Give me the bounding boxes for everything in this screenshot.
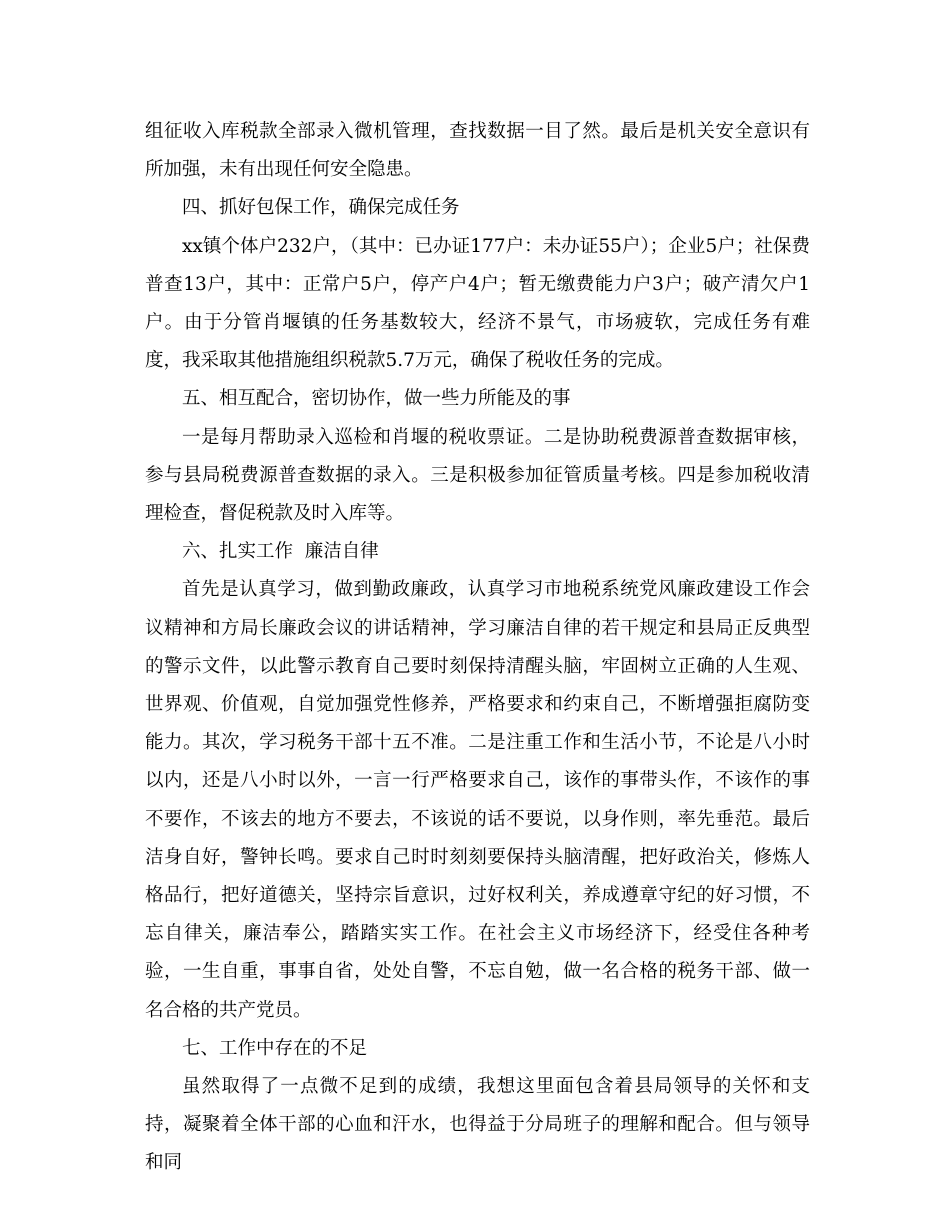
paragraph-3: 一是每月帮助录入巡检和肖堰的税收票证。二是协助税费源普查数据审核，参与县局税费源普查数据的录入。三是积极参加征管质量考核。四是参加税收清理检查，督促税款及时入库等。 xyxy=(145,426,810,525)
section-heading-4: 四、抓好包保工作，确保完成任务 xyxy=(182,197,460,219)
paragraph-1: 组征收入库税款全部录入微机管理，查找数据一目了然。最后是机关安全意识有所加强，未有出现任何安全隐患。 xyxy=(145,121,810,181)
paragraph-2: xx镇个体户232户，（其中：已办证177户：未办证55户）；企业5户；社保费普查13户，其中：正常户5户，停产户4户；暂无缴费能力户3户；破产清欠户1户。由于分管肖堰镇的任务基数较大，经济不景气，市场疲软，完成任务有难度，我采取其他措施组织税款5.7万元，确保了税收任务的完成。 xyxy=(145,235,810,372)
paragraph-5: 虽然取得了一点微不足到的成绩，我想这里面包含着县局领导的关怀和支持，凝聚着全体干部的心血和汗水，也得益于分局班子的理解和配合。但与领导和同 xyxy=(145,1076,810,1174)
section-heading-6: 六、扎实工作 廉洁自律 xyxy=(182,541,379,563)
document-body xyxy=(145,113,810,1183)
section-heading-7: 七、工作中存在的不足 xyxy=(182,1037,368,1059)
section-heading-5: 五、相互配合，密切协作，做一些力所能及的事 xyxy=(182,388,571,410)
paragraph-4: 首先是认真学习，做到勤政廉政，认真学习市地税系统党风廉政建设工作会议精神和方局长廉政会议的讲话精神，学习廉洁自律的若干规定和县局正反典型的警示文件，以此警示教育自己要时刻保持清醒头脑，牢固树立正确的人生观、世界观、价值观，自觉加强党性修养，严格要求和约束自己，不断增强拒腐防变能力。其次，学习税务干部十五不准。二是注重工作和生活小节，不论是八小时以内，还是八小时以外，一言一行严格要求自己，该作的事带头作，不该作的事不要作，不该去的地方不要去，不该说的话不要说，以身作则，率先垂范。最后洁身自好，警钟长鸣。要求自己时时刻刻要保持头脑清醒，把好政治关，修炼人格品行，把好道德关，坚持宗旨意识，过好权利关，养成遵章守纪的好习惯，不忘自律关，廉洁奉公，踏踏实实工作。在社会主义市场经济下，经受住各种考验，一生自重，事事自省，处处自警，不忘自勉，做一名合格的税务干部、做一名合格的共产党员。 xyxy=(145,579,810,1021)
